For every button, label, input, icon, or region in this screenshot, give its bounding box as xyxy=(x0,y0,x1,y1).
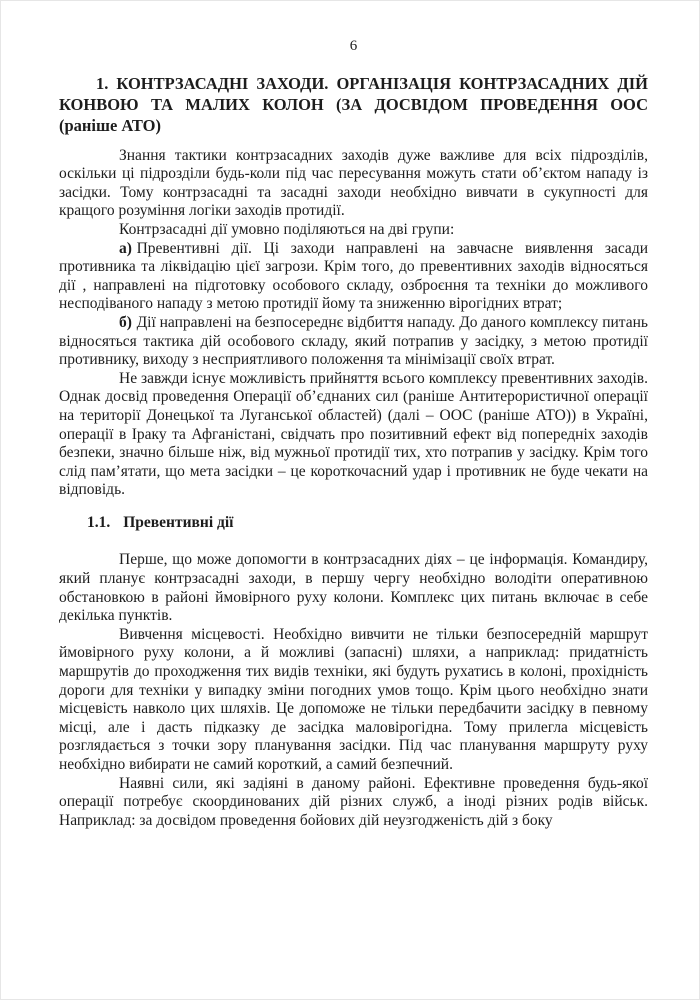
paragraph-text: Дії направлені на безпосереднє відбиття нападу. До даного комплексу питань відносяться тактика дій особового складу, який потрапив у засідку, з метою протидії противнику, виходу з несприятливого положення та мінімізації своїх втрат. xyxy=(59,313,648,369)
list-marker-a: а) xyxy=(119,239,132,257)
page-number: 6 xyxy=(349,38,358,54)
paragraph: Контрзасадні дії умовно поділяються на дві групи: xyxy=(119,220,455,238)
paragraph: Знання тактики контрзасадних заходів дуже важливе для всіх підрозділів, оскільки ці підрозділи будь-коли під час пересування можуть стати об’єктом нападу із засідки. Тому контрзасадні та засадні заходи необхідно вивчати в сукупності для кращого розуміння логіки заходів протидії. xyxy=(59,146,648,220)
paragraph: Не завжди існує можливість прийняття всього комплексу превентивних заходів. Однак досвід проведення Операції об’єднаних сил (раніше Антитерористичної операції на території Донецької та Луганської областей) (далі – ООС (раніше АТО)) в Україні, операції в Іраку та Афганістані, свідчать про позитивний ефект від попередніх заходів безпеки, значно більше ніж, від мужньої протидії тих, хто потрапив у засідку. Крім того слід пам’ятати, що мета засідки – це короткочасний удар і противник не буде чекати на відповідь. xyxy=(59,369,648,499)
list-item-b xyxy=(59,314,648,370)
list-item-a xyxy=(59,240,648,314)
paragraph: Перше, що може допомогти в контрзасадних діях – це інформація. Командиру, який планує контрзасадні заходи, в першу чергу необхідно володіти оперативною обстановкою в районі ймовірного руху колони. Комплекс цих питань включає в себе декілька пунктів. xyxy=(59,551,648,625)
paragraph: Вивчення місцевості. Необхідно вивчити не тільки безпосередній маршрут ймовірного руху колони, а й можливі (запасні) шляхи, а наприклад: придатність маршрутів до проходження тих видів техніки, які будуть рухатись в колоні, прохідність дороги для техніки у випадку зміни погодних умов тощо. Крім цього необхідно знати місцевість навколо цих шляхів. Це допоможе не тільки передбачити засідку в певному місці, але і дасть підказку де засідка маловірогідна. Тому прилегла місцевість розглядається з точки зору планування засідки. Під час планування маршруту руху необхідно вибирати не самий короткий, а самий безпечний. xyxy=(59,625,648,773)
section-title: Превентивні дії xyxy=(123,513,234,531)
list-marker-b: б) xyxy=(119,313,132,331)
paragraph: Наявні сили, які задіяні в даному районі. Ефективне проведення будь-якої операції потребує скоординованих дій різних служб, а іноді різних родів військ. Наприклад: за досвідом проведення бойових дій неузгодженість дій з боку xyxy=(59,774,648,829)
section-heading xyxy=(59,514,648,533)
chapter-title: 1. КОНТРЗАСАДНІ ЗАХОДИ. ОРГАНІЗАЦІЯ КОНТРЗАСАДНИХ ДІЙ КОНВОЮ ТА МАЛИХ КОЛОН (ЗА ДОСВІДОМ ПРОВЕДЕННЯ ООС (раніше АТО) xyxy=(59,73,648,135)
section-number: 1.1. xyxy=(87,513,111,531)
paragraph-text: Превентивні дії. Ці заходи направлені на завчасне виявлення засади противника та ліквідацію цієї загрози. Крім того, до превентивних заходів відносяться дії , направлені на підготовку особового складу, озброєння та техніки до можливого несподіваного нападу з метою протидії йому та зниженню вірогідних втрат; xyxy=(59,239,648,313)
